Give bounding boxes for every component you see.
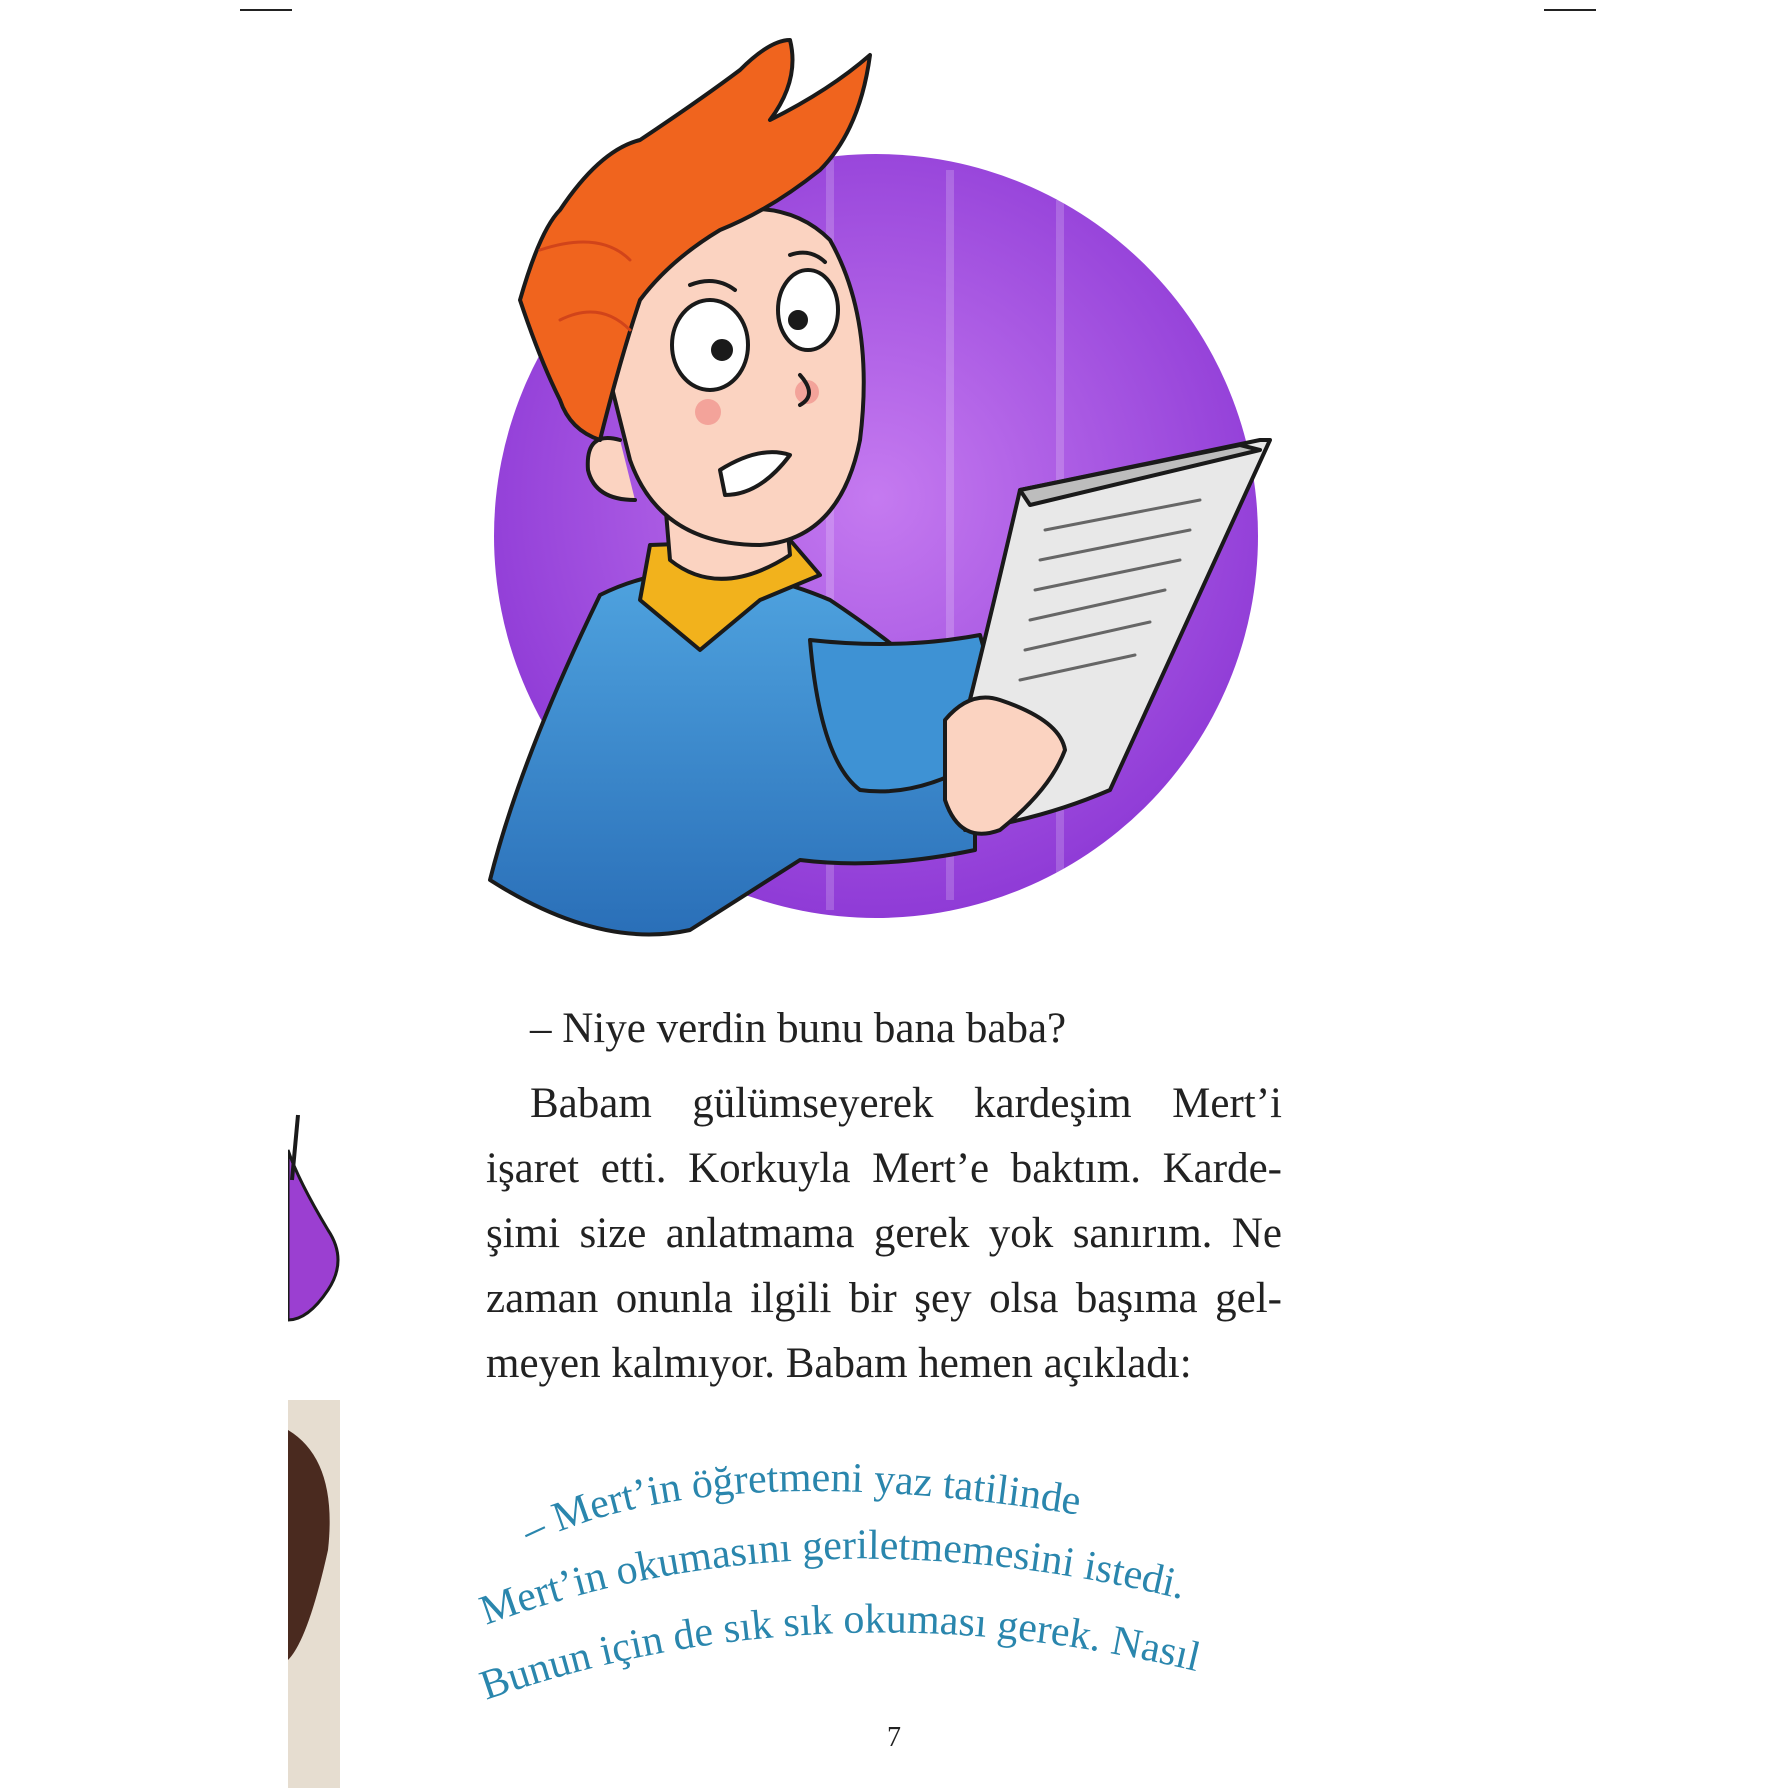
paragraph-line: meyen kalmıyor. Babam hemen açıkladı: [486,1340,1192,1387]
curved-line-text: Mert’in okumasını geriletmemesini istedi. [474,1522,1191,1635]
paragraph-line: işaret etti. Korkuyla Mert’e baktım. Karde- [486,1145,1282,1192]
page-number: 7 [887,1722,901,1753]
curved-line [474,1596,1204,1709]
paragraph-line: zaman onunla ilgili bir şey olsa başıma gel- [486,1275,1282,1322]
dialogue-line: – Niye verdin bunu bana baba? [530,1005,1067,1052]
curved-line-text: – Mert’in öğretmeni yaz tatilinde [514,1454,1085,1554]
curved-line-text: Bunun için de sık sık okuması gerek. Nasıl [474,1596,1205,1710]
paragraph-line: şimi size anlatmama gerek yok sanırım. Ne [486,1210,1282,1257]
paragraph-line: Babam gülümseyerek kardeşim Mert’i [530,1080,1282,1127]
